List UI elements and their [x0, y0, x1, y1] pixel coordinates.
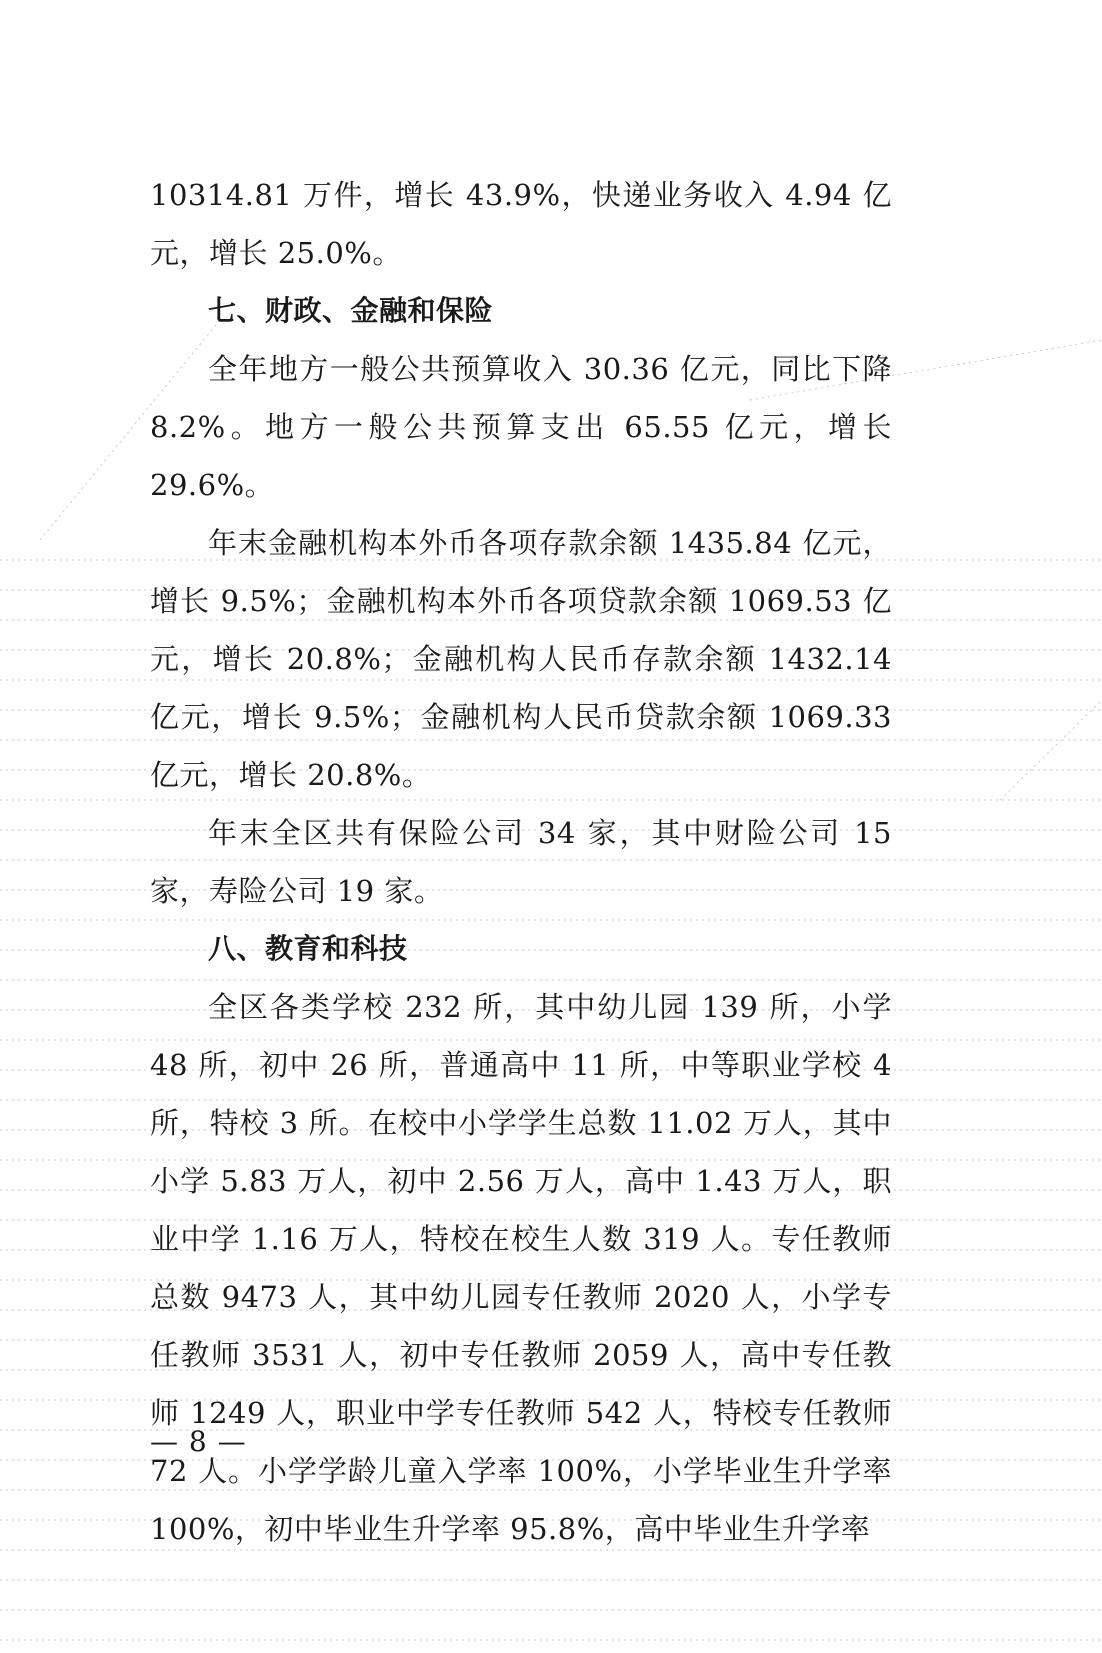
page-number: — 8 —	[150, 1425, 247, 1458]
paragraph-insurance: 年末全区共有保险公司 34 家，其中财险公司 15 家，寿险公司 19 家。	[150, 816, 892, 908]
document-body	[150, 166, 892, 1558]
section-heading-education: 八、教育和科技	[208, 932, 408, 965]
paragraph-schools: 全区各类学校 232 所，其中幼儿园 139 所，小学 48 所，初中 26 所，普通高中 11 所，中等职业学校 4 所，特校 3 所。在校中小学学生总数 11.02 万人，其中小学 5.83 万人，初中 2.56 万人，高中 1.43 万人，职业中学 1.16 万人，特校在校生人数 319 人。专任教师总数 9473 人，其中幼儿园专任教师 2020 人，小学专任教师 3531 人，初中专任教师 2059 人，高中专任教师 1249 人，职业中学专任教师 542 人，特校专任教师 72 人。小学学龄儿童入学率 100%，小学毕业生升学率 100%，初中毕业生升学率 95.8%，高中毕业生升学率	[150, 990, 892, 1546]
paragraph-deposits-loans: 年末金融机构本外币各项存款余额 1435.84 亿元，增长 9.5%；金融机构本外币各项贷款余额 1069.53 亿元，增长 20.8%；金融机构人民币存款余额 1432.14 亿元，增长 9.5%；金融机构人民币贷款余额 1069.33 亿元，增长 20.8%。	[150, 526, 892, 792]
section-heading-finance: 七、财政、金融和保险	[208, 294, 494, 327]
paragraph-express-delivery: 10314.81 万件，增长 43.9%，快递业务收入 4.94 亿元，增长 25.0%。	[150, 178, 892, 270]
paragraph-public-budget: 全年地方一般公共预算收入 30.36 亿元，同比下降 8.2%。地方一般公共预算支出 65.55 亿元，增长 29.6%。	[150, 352, 892, 502]
